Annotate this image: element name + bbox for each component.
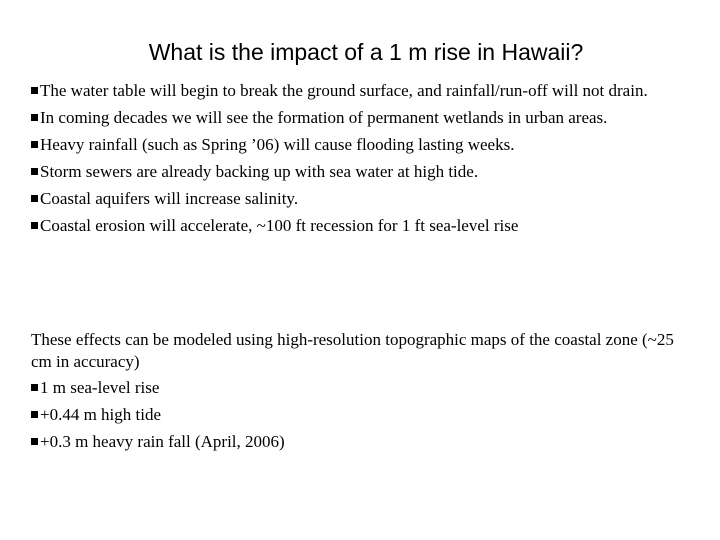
list-item bbox=[31, 107, 691, 129]
list-item-text: 1 m sea-level rise bbox=[40, 378, 160, 397]
list-item bbox=[31, 431, 691, 453]
list-item-text: Heavy rainfall (such as Spring ’06) will cause flooding lasting weeks. bbox=[40, 135, 515, 154]
list-item bbox=[31, 80, 691, 102]
square-bullet-icon bbox=[31, 114, 38, 121]
list-item-text: The water table will begin to break the ground surface, and rainfall/run-off will not drain. bbox=[40, 81, 648, 100]
list-item-text: Storm sewers are already backing up with sea water at high tide. bbox=[40, 162, 479, 181]
list-item bbox=[31, 188, 691, 210]
square-bullet-icon bbox=[31, 195, 38, 202]
square-bullet-icon bbox=[31, 411, 38, 418]
modeling-paragraph: These effects can be modeled using high-resolution topographic maps of the coastal zone (~25 cm in accuracy) bbox=[31, 330, 674, 371]
square-bullet-icon bbox=[31, 168, 38, 175]
square-bullet-icon bbox=[31, 438, 38, 445]
square-bullet-icon bbox=[31, 384, 38, 391]
list-item-text: In coming decades we will see the formation of permanent wetlands in urban areas. bbox=[40, 108, 608, 127]
slide-title: What is the impact of a 1 m rise in Hawaii? bbox=[148, 39, 584, 65]
list-item-text: +0.44 m high tide bbox=[40, 405, 162, 424]
modeling-section bbox=[31, 329, 691, 458]
list-item bbox=[31, 134, 691, 156]
list-item-text: +0.3 m heavy rain fall (April, 2006) bbox=[40, 432, 285, 451]
list-item bbox=[31, 377, 691, 399]
square-bullet-icon bbox=[31, 222, 38, 229]
impact-list bbox=[31, 80, 691, 242]
list-item bbox=[31, 215, 691, 237]
square-bullet-icon bbox=[31, 141, 38, 148]
list-item bbox=[31, 404, 691, 426]
list-item-text: Coastal aquifers will increase salinity. bbox=[40, 189, 299, 208]
list-item-text: Coastal erosion will accelerate, ~100 ft recession for 1 ft sea-level rise bbox=[40, 216, 519, 235]
list-item bbox=[31, 161, 691, 183]
square-bullet-icon bbox=[31, 87, 38, 94]
